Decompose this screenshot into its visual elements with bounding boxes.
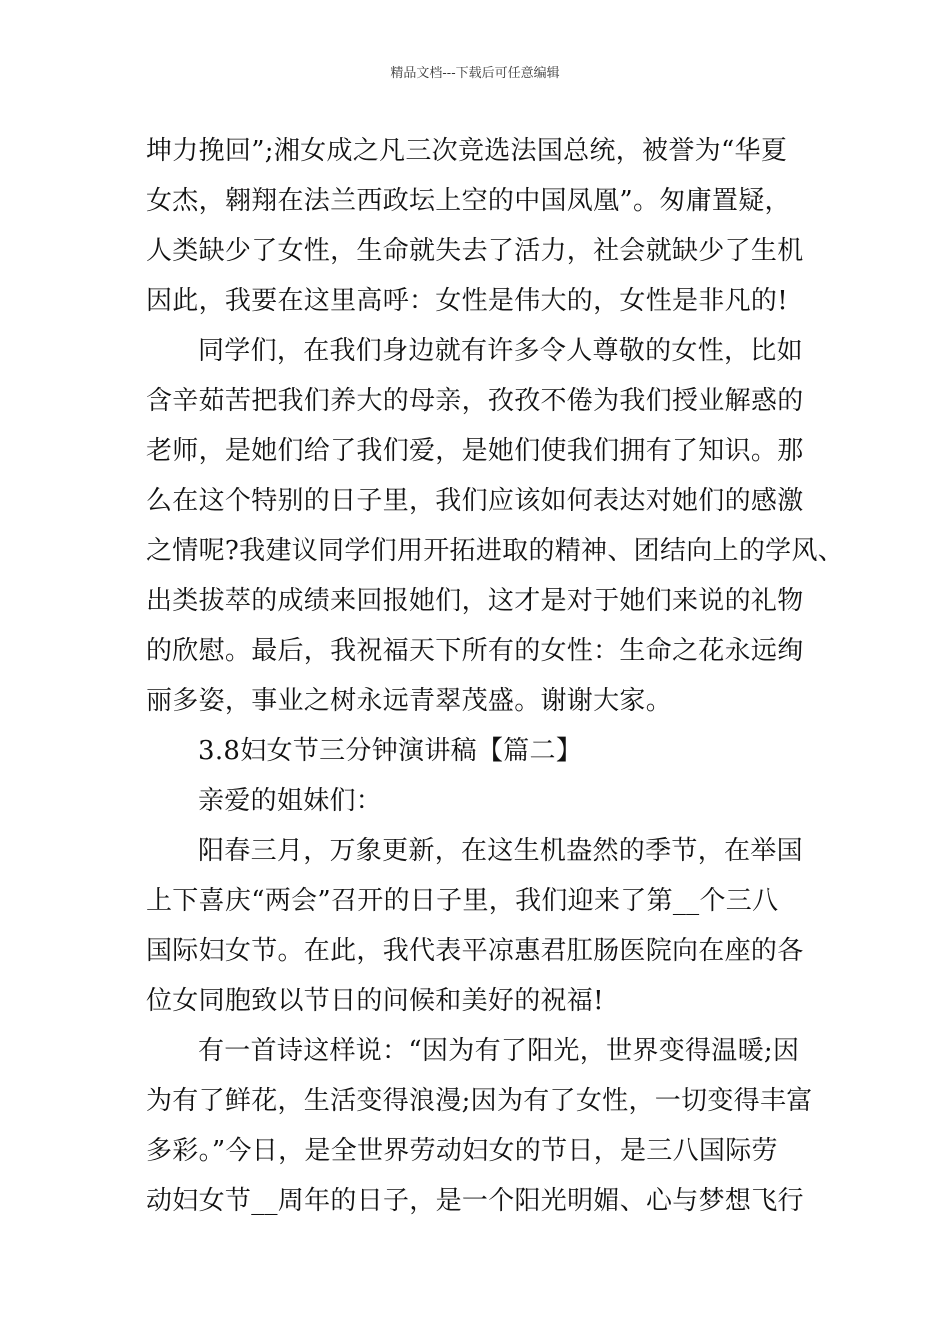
text-line: 为有了鲜花，生活变得浪漫;因为有了女性，一切变得丰富 bbox=[146, 1086, 813, 1116]
text-line: 因此，我要在这里高呼：女性是伟大的，女性是非凡的! bbox=[146, 286, 788, 316]
text-line: 上下喜庆“两会”召开的日子里，我们迎来了第__个三八 bbox=[146, 886, 779, 916]
paragraph-first-line: 有一首诗这样说：“因为有了阳光，世界变得温暖;因 bbox=[198, 1036, 800, 1066]
document-body bbox=[146, 126, 845, 1226]
text-line: 国际妇女节。在此，我代表平凉惠君肛肠医院向在座的各 bbox=[146, 936, 804, 966]
text-line: 动妇女节__周年的日子，是一个阳光明媚、心与梦想飞行 bbox=[146, 1186, 804, 1216]
text-line: 出类拔萃的成绩来回报她们，这才是对于她们来说的礼物 bbox=[146, 586, 804, 616]
section-heading: 3.8妇女节三分钟演讲稿【篇二】 bbox=[198, 736, 583, 766]
text-line: 的欣慰。最后，我祝福天下所有的女性：生命之花永远绚 bbox=[146, 636, 804, 666]
page-header: 精品文档---下载后可任意编辑 bbox=[390, 66, 560, 81]
text-line: 位女同胞致以节日的问候和美好的祝福! bbox=[146, 986, 604, 1016]
paragraph-first-line: 同学们，在我们身边就有许多令人尊敬的女性，比如 bbox=[198, 336, 803, 366]
text-line: 么在这个特别的日子里，我们应该如何表达对她们的感激 bbox=[146, 486, 804, 516]
paragraph-first-line: 阳春三月，万象更新，在这生机盎然的季节，在举国 bbox=[198, 836, 803, 866]
text-line: 多彩。”今日，是全世界劳动妇女的节日，是三八国际劳 bbox=[146, 1136, 778, 1166]
salutation: 亲爱的姐妹们： bbox=[198, 786, 383, 816]
text-line: 丽多姿，事业之树永远青翠茂盛。谢谢大家。 bbox=[146, 686, 673, 716]
text-line: 含辛茹苦把我们养大的母亲，孜孜不倦为我们授业解惑的 bbox=[146, 386, 804, 416]
text-line: 人类缺少了女性，生命就失去了活力，社会就缺少了生机 bbox=[146, 236, 804, 266]
text-line: 女杰，翱翔在法兰西政坛上空的中国凤凰”。匆庸置疑， bbox=[146, 186, 791, 216]
text-line: 老师，是她们给了我们爱，是她们使我们拥有了知识。那 bbox=[146, 436, 804, 466]
text-line: 坤力挽回”;湘女成之凡三次竞选法国总统，被誉为“华夏 bbox=[146, 136, 788, 166]
text-line: 之情呢?我建议同学们用开拓进取的精神、团结向上的学风、 bbox=[146, 536, 845, 566]
